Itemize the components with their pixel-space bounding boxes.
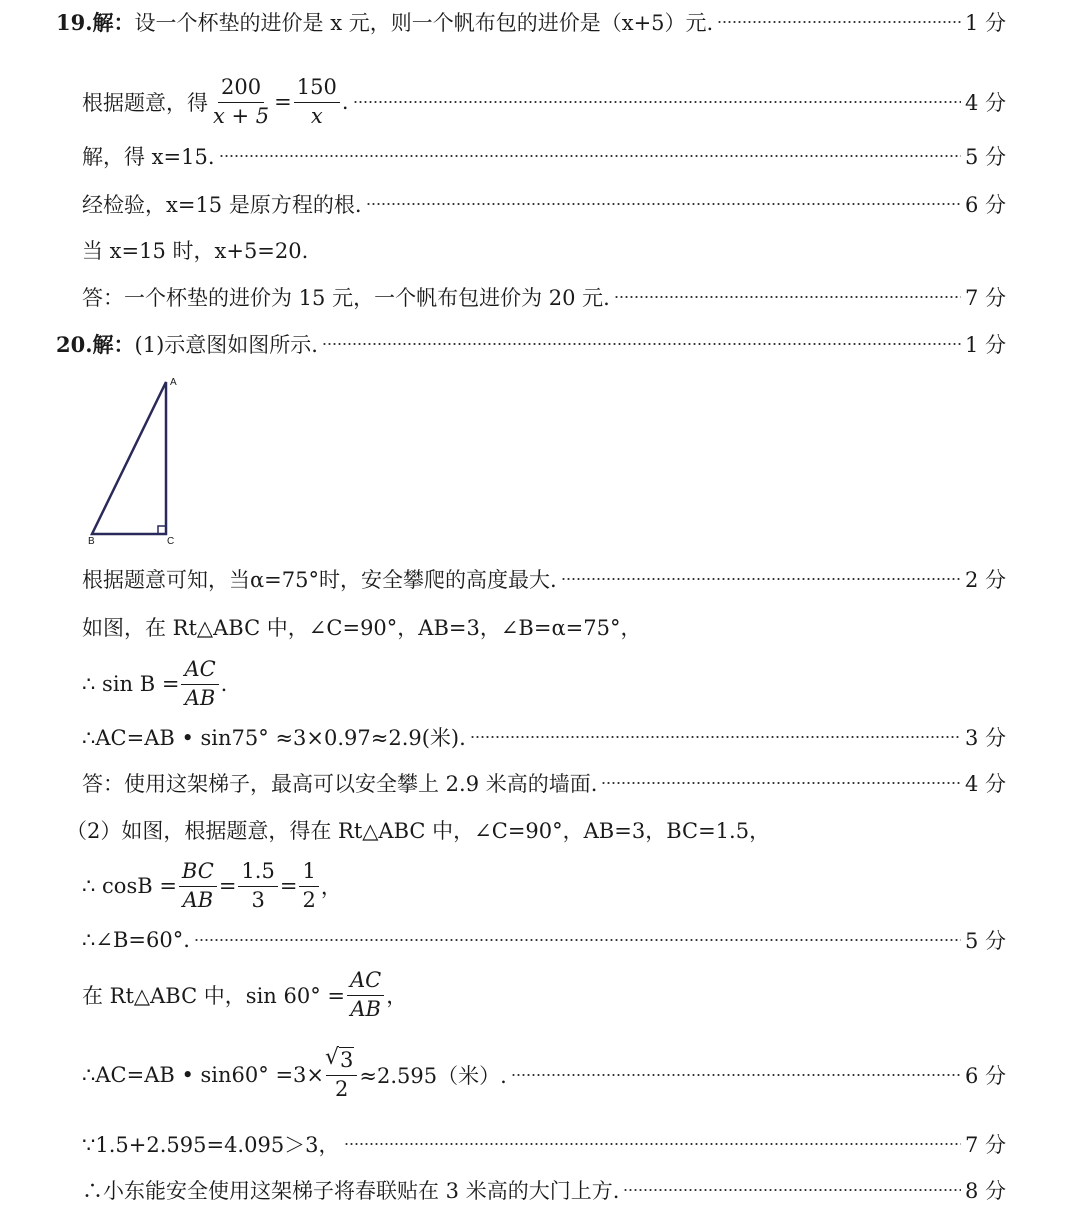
vertex-c-label: C — [167, 536, 175, 547]
q20-line-1 — [56, 328, 1006, 360]
solution-step: 如图，在 Rt△ABC 中，∠C=90°，AB=3，∠B=α=75°， — [82, 616, 642, 640]
answer: 答：一个杯垫的进价为 15 元，一个帆布包进价为 20 元. — [82, 286, 610, 310]
dot-leader — [717, 21, 961, 23]
q19-line-3 — [82, 140, 1006, 172]
fraction — [326, 1049, 357, 1100]
score: 2 分 — [964, 568, 1006, 592]
formula-intro: 在 Rt△ABC 中，sin 60° = — [82, 984, 345, 1008]
numerator: 1 — [299, 860, 318, 886]
fraction — [181, 658, 218, 709]
q20-part1-intro: (1)示意图如图所示. — [134, 333, 318, 357]
period: . — [220, 672, 228, 696]
score: 7 分 — [964, 286, 1006, 310]
q20-line-4 — [82, 652, 1006, 716]
formula-intro: ∴ cosB = — [82, 874, 177, 898]
dot-leader — [322, 343, 961, 345]
q20-line-9 — [82, 924, 1006, 956]
score: 4 分 — [964, 772, 1006, 796]
denominator: 2 — [335, 1076, 349, 1101]
q20-line-8 — [82, 854, 1006, 918]
fraction — [294, 76, 340, 127]
score: 1 分 — [964, 11, 1006, 35]
solution-step: 解，得 x=15. — [82, 145, 215, 169]
numerator: 200 — [218, 76, 264, 102]
score: 5 分 — [964, 929, 1006, 953]
dot-leader — [366, 203, 961, 205]
equals-sign: = — [218, 874, 237, 898]
score: 7 分 — [964, 1133, 1006, 1157]
triangle-outline — [92, 382, 166, 534]
numerator: 150 — [294, 76, 340, 102]
q19-label: 19.解： — [56, 10, 135, 35]
dot-leader — [561, 578, 961, 580]
solution-step: ∵1.5+2.595=4.095＞3， — [82, 1133, 340, 1157]
q19-line-5 — [82, 234, 1006, 266]
solution-step: ∴AC=AB • sin75° ≈3×0.97≈2.9(米). — [82, 726, 466, 750]
fraction — [210, 76, 272, 127]
score: 8 分 — [964, 1179, 1006, 1203]
denominator: AB — [350, 996, 381, 1021]
comma: ， — [386, 984, 408, 1008]
dot-leader — [470, 736, 961, 738]
dot-leader — [623, 1189, 961, 1191]
fraction — [347, 969, 384, 1020]
denominator: AB — [182, 887, 214, 912]
numerator — [326, 1049, 357, 1075]
q19-line-1 — [56, 6, 1006, 38]
fraction — [299, 860, 318, 911]
denominator: x — [310, 103, 323, 128]
score: 6 分 — [964, 1064, 1006, 1088]
equals-sign: = — [274, 90, 292, 114]
fraction — [179, 860, 217, 911]
solution-step: 当 x=15 时，x+5=20. — [82, 239, 309, 263]
right-triangle-diagram — [80, 370, 200, 550]
solution-step: 经检验，x=15 是原方程的根. — [82, 193, 362, 217]
score: 1 分 — [964, 333, 1006, 357]
numerator: BC — [179, 860, 217, 886]
solution-step: 根据题意可知，当α=75°时，安全攀爬的高度最大. — [82, 568, 557, 592]
numerator: 1.5 — [238, 860, 277, 886]
vertex-b-label: B — [88, 536, 95, 547]
radicand: 3 — [340, 1048, 354, 1073]
conclusion: ∴小东能安全使用这架梯子将春联贴在 3 米高的大门上方. — [82, 1179, 620, 1203]
score: 6 分 — [964, 193, 1006, 217]
formula-intro: ∴ sin B = — [82, 672, 180, 696]
denominator: AB — [184, 685, 216, 710]
q20-label: 20.解： — [56, 332, 135, 357]
equals-sign: = — [279, 874, 298, 898]
comma: ， — [320, 875, 342, 899]
answer: 答：使用这架梯子，最高可以安全攀上 2.9 米高的墙面. — [82, 772, 598, 796]
dot-leader — [353, 101, 961, 103]
dot-leader — [219, 155, 961, 157]
fraction — [238, 860, 277, 911]
numerator: AC — [181, 658, 218, 684]
square-root-icon — [329, 1048, 354, 1072]
period: . — [341, 90, 349, 114]
denominator: 2 — [302, 887, 316, 912]
q20-line-11 — [82, 1041, 1006, 1109]
result: ≈2.595（米）. — [359, 1064, 507, 1088]
part2-intro: （2）如图，根据题意，得在 Rt△ABC 中，∠C=90°，AB=3，BC=1.5， — [66, 819, 771, 843]
q20-line-2 — [82, 563, 1006, 595]
q19-line-2 — [82, 70, 1006, 134]
q20-line-12 — [82, 1128, 1006, 1160]
denominator: x + 5 — [213, 103, 270, 128]
dot-leader — [511, 1074, 961, 1076]
score: 3 分 — [964, 726, 1006, 750]
denominator: 3 — [251, 887, 265, 912]
score: 4 分 — [964, 91, 1006, 115]
dot-leader — [601, 782, 961, 784]
solution-step: ∴∠B=60°. — [82, 928, 190, 952]
q20-line-10 — [82, 963, 1006, 1027]
dot-leader — [614, 296, 961, 298]
dot-leader — [194, 939, 961, 941]
solution-step: ∴AC=AB • sin60° =3× — [82, 1063, 324, 1087]
q19-line-6 — [82, 281, 1006, 313]
q20-line-13 — [82, 1174, 1006, 1206]
q20-line-5 — [82, 721, 1006, 753]
q20-line-7 — [66, 814, 1006, 846]
numerator: AC — [347, 969, 384, 995]
q19-statement: 设一个杯垫的进价是 x 元，则一个帆布包的进价是（x+5）元. — [134, 11, 714, 35]
q20-line-3 — [82, 611, 1006, 643]
q20-line-6 — [82, 767, 1006, 799]
equation-intro: 根据题意，得 — [82, 91, 208, 115]
q19-line-4 — [82, 188, 1006, 220]
vertex-a-label: A — [170, 377, 177, 388]
score: 5 分 — [964, 145, 1006, 169]
dot-leader — [344, 1143, 961, 1145]
